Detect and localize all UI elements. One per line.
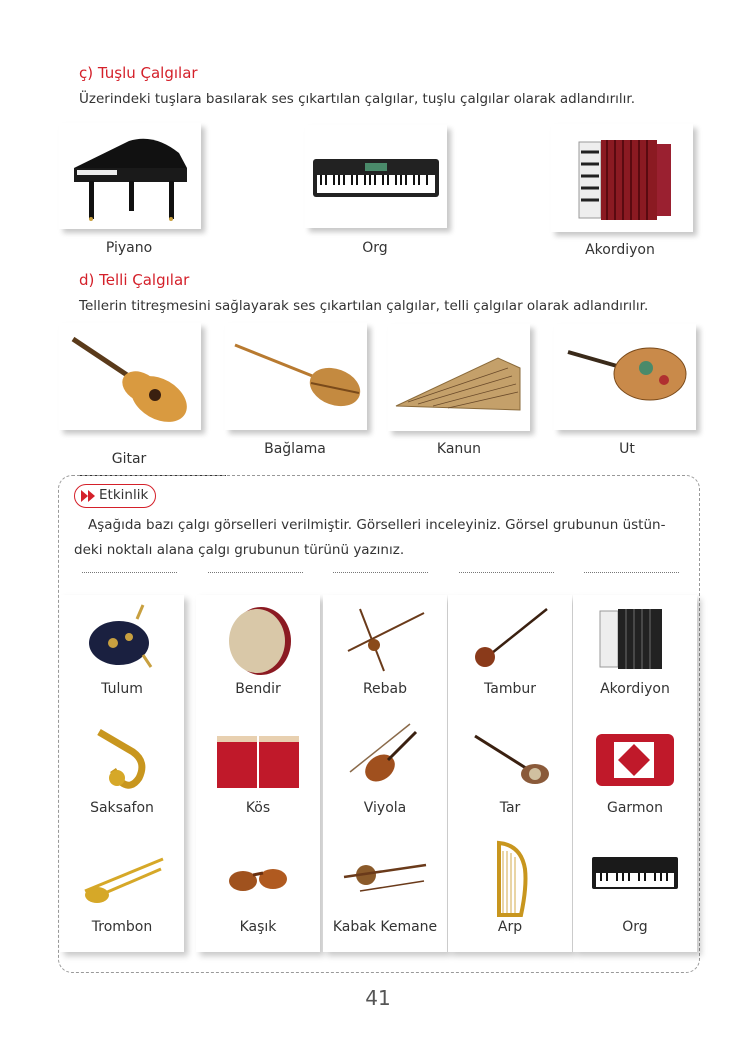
instrument-label: Arp xyxy=(497,919,523,935)
answer-blank-1[interactable] xyxy=(82,572,177,573)
ut-image xyxy=(554,324,696,430)
instrument-garmon xyxy=(573,714,697,833)
akordiyon-image xyxy=(551,124,693,232)
answer-blank-4[interactable] xyxy=(459,572,554,573)
instrument-label: Tulum xyxy=(101,681,143,697)
instrument-group-3 xyxy=(323,595,447,952)
instrument-group-4 xyxy=(448,595,572,952)
instrument-tar xyxy=(448,714,572,833)
instrument-label: Kabak Kemane xyxy=(332,919,438,935)
instrument-tulum xyxy=(60,595,184,714)
instrument-org xyxy=(573,833,697,952)
label-org: Org xyxy=(362,240,388,256)
instrument-tambur xyxy=(448,595,572,714)
instrument-kasik xyxy=(196,833,320,952)
instrument-label: Kaşık xyxy=(239,919,277,935)
instrument-arp xyxy=(448,833,572,952)
instrument-bendir xyxy=(196,595,320,714)
arrow-icon xyxy=(88,490,95,502)
instrument-label: Saksafon xyxy=(90,800,154,816)
label-baglama: Bağlama xyxy=(264,441,326,457)
label-piyano: Piyano xyxy=(105,240,153,256)
label-akordiyon: Akordiyon xyxy=(585,242,655,258)
instrument-saksafon xyxy=(60,714,184,833)
instrument-group-1 xyxy=(60,595,184,952)
activity-text-line2: deki noktalı alana çalgı grubunun türünü yazınız. xyxy=(74,542,405,558)
instrument-trombon xyxy=(60,833,184,952)
instrument-label: Bendir xyxy=(235,681,281,697)
instrument-label: Org xyxy=(622,919,648,935)
org-image xyxy=(305,125,447,228)
label-ut: Ut xyxy=(619,441,635,457)
section-title-telli: d) Telli Çalgılar xyxy=(79,271,190,289)
answer-blank-5[interactable] xyxy=(584,572,679,573)
kanun-image xyxy=(388,324,530,431)
section-title-tuslu: ç) Tuşlu Çalgılar xyxy=(79,64,198,82)
instrument-group-5 xyxy=(573,595,697,952)
instrument-akordiyon xyxy=(573,595,697,714)
instrument-label: Tambur xyxy=(484,681,536,697)
instrument-viyola xyxy=(323,714,447,833)
instrument-rebab xyxy=(323,595,447,714)
instrument-label: Tar xyxy=(499,800,521,816)
gitar-image xyxy=(59,323,201,430)
page-number: 41 xyxy=(365,986,391,1010)
baglama-image xyxy=(225,323,367,430)
instrument-group-2 xyxy=(196,595,320,952)
instrument-label: Viyola xyxy=(363,800,407,816)
instrument-label: Trombon xyxy=(91,919,153,935)
label-kanun: Kanun xyxy=(436,441,482,457)
answer-blank-3[interactable] xyxy=(333,572,428,573)
section-desc-telli: Tellerin titreşmesini sağlayarak ses çıkartılan çalgılar, telli çalgılar olarak adlandırılır. xyxy=(79,298,649,314)
instrument-label: Rebab xyxy=(362,681,408,697)
instrument-label: Garmon xyxy=(606,800,663,816)
instrument-label: Akordiyon xyxy=(600,681,670,697)
instrument-label: Kös xyxy=(245,800,271,816)
instrument-kos xyxy=(196,714,320,833)
section-desc-tuslu: Üzerindeki tuşlara basılarak ses çıkartılan çalgılar, tuşlu çalgılar olarak adlandırılır. xyxy=(79,91,636,107)
activity-badge xyxy=(74,484,156,508)
activity-text-line1: Aşağıda bazı çalgı görselleri verilmiştir. Görselleri inceleyiniz. Görsel grubunun üstün- xyxy=(88,517,666,533)
instrument-kabak-kemane xyxy=(323,833,447,952)
arrow-icon xyxy=(81,490,88,502)
activity-badge-label: Etkinlik xyxy=(99,487,149,503)
answer-blank-2[interactable] xyxy=(208,572,303,573)
piano-image xyxy=(59,123,201,229)
label-gitar: Gitar xyxy=(111,451,147,467)
